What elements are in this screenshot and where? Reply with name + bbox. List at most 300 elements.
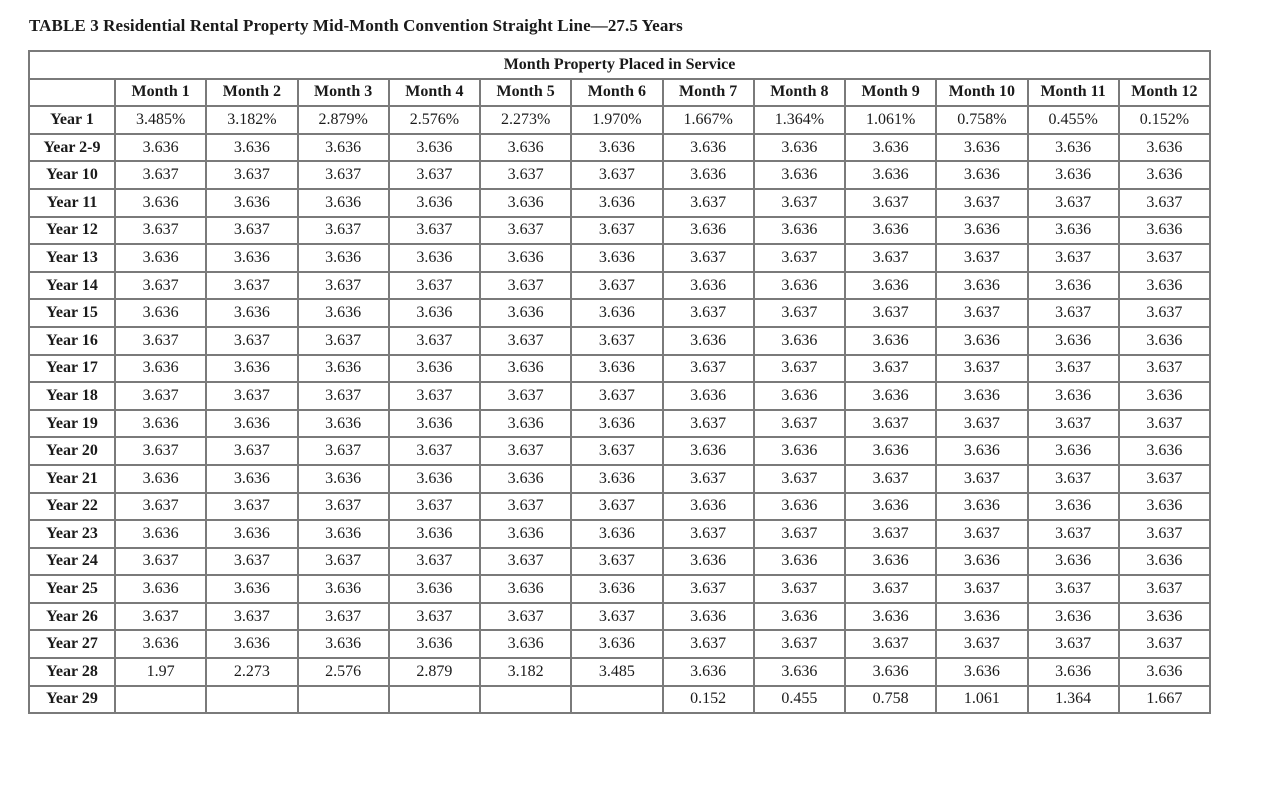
table-cell: 3.637 bbox=[572, 604, 663, 632]
table-cell: 3.637 bbox=[572, 218, 663, 246]
table-cell: 3.637 bbox=[664, 521, 755, 549]
table-cell: 1.061% bbox=[846, 107, 937, 135]
column-header: Month 2 bbox=[207, 80, 298, 108]
table-cell: 3.636 bbox=[1120, 659, 1211, 687]
table-cell: 3.636 bbox=[846, 494, 937, 522]
table-cell: 3.636 bbox=[755, 218, 846, 246]
table-cell: 3.637 bbox=[116, 218, 207, 246]
table-cell: 3.636 bbox=[207, 631, 298, 659]
table-cell: 3.636 bbox=[481, 631, 572, 659]
table-title: TABLE 3 Residential Rental Property Mid-Month Convention Straight Line—27.5 Years bbox=[29, 16, 683, 35]
table-cell: 3.636 bbox=[1120, 162, 1211, 190]
table-cell: 3.636 bbox=[1120, 218, 1211, 246]
table-cell: 3.637 bbox=[572, 162, 663, 190]
table-row bbox=[30, 687, 1211, 715]
table-cell: 3.637 bbox=[481, 604, 572, 632]
table-cell: 3.636 bbox=[846, 218, 937, 246]
table-cell: 3.636 bbox=[390, 576, 481, 604]
table-cell: 3.637 bbox=[846, 411, 937, 439]
table-cell: 3.637 bbox=[755, 631, 846, 659]
table-row bbox=[30, 549, 1211, 577]
table-cell: 3.637 bbox=[116, 273, 207, 301]
table-cell: 3.636 bbox=[299, 576, 390, 604]
table-cell: 3.637 bbox=[937, 356, 1028, 384]
table-cell: 1.97 bbox=[116, 659, 207, 687]
table-cell: 3.637 bbox=[664, 576, 755, 604]
table-cell: 3.637 bbox=[572, 328, 663, 356]
table-cell: 3.637 bbox=[1120, 521, 1211, 549]
table-cell: 3.637 bbox=[481, 438, 572, 466]
table-cell: 3.637 bbox=[116, 604, 207, 632]
table-cell: 3.637 bbox=[299, 604, 390, 632]
table-row bbox=[30, 300, 1211, 328]
table-cell: 3.636 bbox=[755, 162, 846, 190]
month-header-row bbox=[30, 80, 1211, 108]
column-header: Month 9 bbox=[846, 80, 937, 108]
table-cell: 3.637 bbox=[116, 328, 207, 356]
table-cell: 3.485% bbox=[116, 107, 207, 135]
table-cell: 3.637 bbox=[116, 383, 207, 411]
column-header: Month 1 bbox=[116, 80, 207, 108]
table-cell: 3.636 bbox=[481, 466, 572, 494]
table-cell: 3.636 bbox=[937, 604, 1028, 632]
table-cell: 3.636 bbox=[1029, 135, 1120, 163]
table-cell: 3.636 bbox=[481, 521, 572, 549]
table-cell: 3.636 bbox=[572, 411, 663, 439]
group-header-row bbox=[30, 52, 1211, 80]
table-cell: 3.636 bbox=[299, 356, 390, 384]
column-header: Month 6 bbox=[572, 80, 663, 108]
table-cell: 3.637 bbox=[1029, 300, 1120, 328]
table-cell: 3.636 bbox=[572, 300, 663, 328]
table-cell: 3.637 bbox=[207, 162, 298, 190]
row-label: Year 27 bbox=[30, 631, 116, 659]
table-cell: 3.636 bbox=[755, 604, 846, 632]
table-cell: 1.667% bbox=[664, 107, 755, 135]
table-cell: 1.667 bbox=[1120, 687, 1211, 715]
table-cell: 3.637 bbox=[390, 383, 481, 411]
table-cell: 3.637 bbox=[1120, 190, 1211, 218]
table-row bbox=[30, 190, 1211, 218]
table-cell: 3.636 bbox=[390, 300, 481, 328]
table-row bbox=[30, 135, 1211, 163]
table-cell: 3.636 bbox=[481, 245, 572, 273]
table-cell: 3.637 bbox=[299, 273, 390, 301]
row-label: Year 20 bbox=[30, 438, 116, 466]
table-cell: 3.636 bbox=[755, 328, 846, 356]
row-label: Year 28 bbox=[30, 659, 116, 687]
row-label: Year 22 bbox=[30, 494, 116, 522]
table-cell: 3.636 bbox=[664, 438, 755, 466]
table-cell: 2.576% bbox=[390, 107, 481, 135]
table-row bbox=[30, 466, 1211, 494]
table-cell bbox=[299, 687, 390, 715]
table-cell: 3.637 bbox=[299, 218, 390, 246]
table-cell: 3.636 bbox=[1029, 383, 1120, 411]
table-cell: 3.636 bbox=[1029, 162, 1120, 190]
group-header: Month Property Placed in Service bbox=[30, 52, 1211, 80]
table-cell bbox=[481, 687, 572, 715]
table-cell: 3.636 bbox=[755, 135, 846, 163]
table-cell: 3.637 bbox=[390, 549, 481, 577]
table-row bbox=[30, 107, 1211, 135]
table-cell: 3.637 bbox=[1120, 466, 1211, 494]
table-cell: 3.636 bbox=[390, 466, 481, 494]
table-cell: 3.637 bbox=[390, 438, 481, 466]
table-cell: 3.637 bbox=[390, 328, 481, 356]
table-cell: 3.636 bbox=[937, 383, 1028, 411]
table-cell: 3.636 bbox=[1029, 328, 1120, 356]
table-cell: 3.636 bbox=[1029, 273, 1120, 301]
column-header: Month 12 bbox=[1120, 80, 1211, 108]
table-cell: 3.485 bbox=[572, 659, 663, 687]
row-label: Year 29 bbox=[30, 687, 116, 715]
table-row bbox=[30, 411, 1211, 439]
table-cell: 3.637 bbox=[664, 466, 755, 494]
table-cell: 3.637 bbox=[755, 411, 846, 439]
table-cell: 3.637 bbox=[1029, 190, 1120, 218]
table-row bbox=[30, 494, 1211, 522]
table-cell: 3.636 bbox=[664, 383, 755, 411]
table-cell: 3.636 bbox=[207, 411, 298, 439]
table-cell: 3.637 bbox=[390, 273, 481, 301]
table-row bbox=[30, 356, 1211, 384]
row-label: Year 10 bbox=[30, 162, 116, 190]
table-cell: 3.637 bbox=[1120, 411, 1211, 439]
table-cell: 3.637 bbox=[846, 356, 937, 384]
table-cell: 3.636 bbox=[481, 300, 572, 328]
table-cell: 3.636 bbox=[937, 659, 1028, 687]
column-header: Month 8 bbox=[755, 80, 846, 108]
table-cell: 3.637 bbox=[481, 273, 572, 301]
table-row bbox=[30, 604, 1211, 632]
table-cell: 3.636 bbox=[207, 245, 298, 273]
table-cell: 1.364 bbox=[1029, 687, 1120, 715]
table-cell: 3.636 bbox=[664, 135, 755, 163]
table-cell: 3.637 bbox=[116, 494, 207, 522]
table-cell: 3.637 bbox=[1120, 356, 1211, 384]
table-cell: 3.637 bbox=[846, 576, 937, 604]
table-row bbox=[30, 659, 1211, 687]
table-cell: 2.576 bbox=[299, 659, 390, 687]
row-label: Year 19 bbox=[30, 411, 116, 439]
table-cell: 3.637 bbox=[572, 273, 663, 301]
table-cell: 1.061 bbox=[937, 687, 1028, 715]
table-cell: 3.637 bbox=[207, 218, 298, 246]
table-cell: 3.637 bbox=[390, 494, 481, 522]
table-cell: 3.637 bbox=[664, 245, 755, 273]
table-cell: 3.636 bbox=[1120, 494, 1211, 522]
column-header: Month 5 bbox=[481, 80, 572, 108]
table-cell: 3.637 bbox=[207, 328, 298, 356]
table-cell: 3.637 bbox=[207, 494, 298, 522]
table-cell: 3.636 bbox=[1120, 383, 1211, 411]
table-cell: 3.636 bbox=[390, 356, 481, 384]
table-cell bbox=[572, 687, 663, 715]
table-cell: 3.636 bbox=[207, 521, 298, 549]
table-cell: 3.636 bbox=[572, 466, 663, 494]
table-cell bbox=[116, 687, 207, 715]
table-cell: 3.636 bbox=[1029, 604, 1120, 632]
table-cell: 3.636 bbox=[664, 218, 755, 246]
table-cell: 3.637 bbox=[755, 245, 846, 273]
table-body bbox=[30, 107, 1211, 714]
table-cell: 3.637 bbox=[937, 300, 1028, 328]
table-cell: 3.636 bbox=[116, 356, 207, 384]
table-row bbox=[30, 521, 1211, 549]
table-cell: 3.637 bbox=[755, 576, 846, 604]
table-cell: 3.636 bbox=[846, 604, 937, 632]
table-cell: 3.637 bbox=[207, 383, 298, 411]
table-cell: 0.152 bbox=[664, 687, 755, 715]
table-cell: 3.636 bbox=[846, 328, 937, 356]
table-cell: 3.637 bbox=[572, 549, 663, 577]
table-cell: 3.637 bbox=[572, 494, 663, 522]
table-cell: 3.637 bbox=[299, 328, 390, 356]
table-cell: 3.637 bbox=[937, 521, 1028, 549]
table-head bbox=[30, 52, 1211, 107]
table-cell: 3.636 bbox=[846, 135, 937, 163]
table-cell: 3.637 bbox=[116, 162, 207, 190]
table-cell: 3.637 bbox=[390, 604, 481, 632]
table-cell: 3.636 bbox=[390, 190, 481, 218]
table-cell: 3.637 bbox=[937, 631, 1028, 659]
table-cell: 3.637 bbox=[937, 576, 1028, 604]
table-cell bbox=[390, 687, 481, 715]
table-cell: 3.636 bbox=[937, 494, 1028, 522]
table-row bbox=[30, 328, 1211, 356]
table-cell: 3.637 bbox=[390, 218, 481, 246]
table-cell: 3.636 bbox=[390, 521, 481, 549]
table-cell: 3.637 bbox=[846, 190, 937, 218]
table-cell: 3.637 bbox=[1029, 245, 1120, 273]
table-cell: 3.637 bbox=[937, 245, 1028, 273]
table-row bbox=[30, 438, 1211, 466]
table-cell: 3.636 bbox=[1029, 659, 1120, 687]
row-label: Year 24 bbox=[30, 549, 116, 577]
table-cell: 3.636 bbox=[481, 135, 572, 163]
table-cell: 3.637 bbox=[299, 162, 390, 190]
table-cell: 3.636 bbox=[755, 494, 846, 522]
table-cell: 3.636 bbox=[846, 162, 937, 190]
table-cell: 3.637 bbox=[664, 411, 755, 439]
table-cell: 3.636 bbox=[664, 604, 755, 632]
table-cell: 2.273 bbox=[207, 659, 298, 687]
table-cell: 3.636 bbox=[572, 356, 663, 384]
table-cell: 0.152% bbox=[1120, 107, 1211, 135]
table-cell: 3.636 bbox=[846, 383, 937, 411]
table-cell: 3.636 bbox=[755, 659, 846, 687]
table-cell: 3.637 bbox=[1120, 300, 1211, 328]
table-cell: 3.637 bbox=[1029, 356, 1120, 384]
table-cell: 0.455 bbox=[755, 687, 846, 715]
table-cell: 3.637 bbox=[755, 521, 846, 549]
table-cell: 3.636 bbox=[937, 218, 1028, 246]
table-cell: 3.182% bbox=[207, 107, 298, 135]
table-cell: 3.637 bbox=[299, 549, 390, 577]
table-cell: 3.636 bbox=[937, 135, 1028, 163]
table-cell: 3.637 bbox=[1029, 576, 1120, 604]
table-cell: 3.636 bbox=[1029, 549, 1120, 577]
table-cell: 3.637 bbox=[299, 438, 390, 466]
table-cell: 3.637 bbox=[207, 604, 298, 632]
table-cell: 3.637 bbox=[846, 300, 937, 328]
table-cell: 3.636 bbox=[937, 328, 1028, 356]
table-cell: 3.637 bbox=[846, 631, 937, 659]
table-cell: 3.636 bbox=[755, 549, 846, 577]
table-cell: 3.637 bbox=[755, 356, 846, 384]
column-header: Month 3 bbox=[299, 80, 390, 108]
table-cell: 3.637 bbox=[1029, 466, 1120, 494]
table-cell: 3.636 bbox=[299, 466, 390, 494]
corner-cell bbox=[30, 80, 116, 108]
table-cell: 3.637 bbox=[937, 466, 1028, 494]
table-cell: 3.636 bbox=[481, 190, 572, 218]
row-label: Year 21 bbox=[30, 466, 116, 494]
table-cell: 3.636 bbox=[1120, 438, 1211, 466]
table-cell: 3.636 bbox=[116, 190, 207, 218]
table-cell: 3.636 bbox=[116, 631, 207, 659]
table-cell: 3.636 bbox=[572, 631, 663, 659]
table-cell: 3.636 bbox=[937, 162, 1028, 190]
table-cell: 3.636 bbox=[664, 273, 755, 301]
table-cell: 3.636 bbox=[390, 631, 481, 659]
row-label: Year 25 bbox=[30, 576, 116, 604]
table-cell: 2.879 bbox=[390, 659, 481, 687]
row-label: Year 15 bbox=[30, 300, 116, 328]
table-row bbox=[30, 218, 1211, 246]
row-label: Year 13 bbox=[30, 245, 116, 273]
table-cell bbox=[207, 687, 298, 715]
table-cell: 3.636 bbox=[664, 659, 755, 687]
table-cell: 3.636 bbox=[937, 273, 1028, 301]
table-cell: 3.636 bbox=[299, 245, 390, 273]
table-row bbox=[30, 245, 1211, 273]
table-cell: 3.637 bbox=[664, 631, 755, 659]
table-cell: 3.636 bbox=[846, 549, 937, 577]
table-cell: 3.636 bbox=[664, 328, 755, 356]
table-cell: 3.636 bbox=[116, 135, 207, 163]
table-cell: 3.636 bbox=[572, 576, 663, 604]
table-cell: 3.636 bbox=[207, 135, 298, 163]
table-cell: 3.636 bbox=[116, 300, 207, 328]
table-cell: 3.636 bbox=[481, 411, 572, 439]
table-cell: 3.637 bbox=[390, 162, 481, 190]
table-row bbox=[30, 631, 1211, 659]
table-cell: 3.637 bbox=[481, 218, 572, 246]
row-label: Year 23 bbox=[30, 521, 116, 549]
column-header: Month 11 bbox=[1029, 80, 1120, 108]
table-cell: 3.636 bbox=[664, 162, 755, 190]
table-cell: 3.637 bbox=[1120, 631, 1211, 659]
table-cell: 3.636 bbox=[299, 631, 390, 659]
table-cell: 3.637 bbox=[299, 494, 390, 522]
table-cell: 3.637 bbox=[481, 383, 572, 411]
table-cell: 2.879% bbox=[299, 107, 390, 135]
table-cell: 3.636 bbox=[390, 245, 481, 273]
row-label: Year 1 bbox=[30, 107, 116, 135]
column-header: Month 7 bbox=[664, 80, 755, 108]
table-cell: 3.637 bbox=[572, 383, 663, 411]
table-cell: 3.636 bbox=[207, 576, 298, 604]
table-cell: 3.637 bbox=[116, 438, 207, 466]
row-label: Year 2-9 bbox=[30, 135, 116, 163]
table-cell: 3.636 bbox=[116, 521, 207, 549]
column-header: Month 4 bbox=[390, 80, 481, 108]
table-cell: 1.970% bbox=[572, 107, 663, 135]
table-cell: 3.636 bbox=[1120, 549, 1211, 577]
table-cell: 3.637 bbox=[1029, 521, 1120, 549]
row-label: Year 18 bbox=[30, 383, 116, 411]
table-cell: 3.636 bbox=[299, 190, 390, 218]
table-cell: 3.637 bbox=[664, 190, 755, 218]
table-cell: 3.637 bbox=[755, 190, 846, 218]
row-label: Year 16 bbox=[30, 328, 116, 356]
table-cell: 3.637 bbox=[755, 466, 846, 494]
table-cell: 3.637 bbox=[1029, 631, 1120, 659]
table-cell: 3.637 bbox=[207, 549, 298, 577]
row-label: Year 26 bbox=[30, 604, 116, 632]
table-cell: 3.637 bbox=[937, 190, 1028, 218]
table-cell: 3.637 bbox=[299, 383, 390, 411]
row-label: Year 12 bbox=[30, 218, 116, 246]
table-cell: 3.637 bbox=[481, 328, 572, 356]
table-cell: 3.637 bbox=[664, 300, 755, 328]
table-cell: 3.637 bbox=[481, 162, 572, 190]
depreciation-table bbox=[28, 50, 1211, 714]
table-row bbox=[30, 383, 1211, 411]
table-cell: 3.637 bbox=[481, 494, 572, 522]
table-cell: 3.637 bbox=[481, 549, 572, 577]
row-label: Year 11 bbox=[30, 190, 116, 218]
table-cell: 3.636 bbox=[1120, 604, 1211, 632]
table-cell: 3.636 bbox=[207, 356, 298, 384]
table-cell: 3.636 bbox=[481, 356, 572, 384]
table-cell: 3.636 bbox=[299, 300, 390, 328]
table-cell: 3.636 bbox=[572, 245, 663, 273]
table-cell: 3.637 bbox=[664, 356, 755, 384]
table-cell: 3.637 bbox=[755, 300, 846, 328]
table-cell: 3.636 bbox=[1029, 494, 1120, 522]
table-cell: 0.758% bbox=[937, 107, 1028, 135]
table-cell: 3.636 bbox=[846, 659, 937, 687]
table-cell: 3.637 bbox=[846, 466, 937, 494]
table-cell: 3.182 bbox=[481, 659, 572, 687]
table-cell: 3.636 bbox=[116, 245, 207, 273]
table-cell: 3.637 bbox=[1120, 576, 1211, 604]
table-cell: 3.636 bbox=[390, 411, 481, 439]
table-cell: 3.636 bbox=[664, 549, 755, 577]
table-cell: 3.636 bbox=[755, 273, 846, 301]
table-cell: 3.637 bbox=[846, 245, 937, 273]
table-cell: 3.636 bbox=[1120, 135, 1211, 163]
table-cell: 3.637 bbox=[846, 521, 937, 549]
table-cell: 3.636 bbox=[207, 466, 298, 494]
table-cell: 3.636 bbox=[572, 135, 663, 163]
table-cell: 1.364% bbox=[755, 107, 846, 135]
table-row bbox=[30, 576, 1211, 604]
table-cell: 2.273% bbox=[481, 107, 572, 135]
table-cell: 3.637 bbox=[207, 273, 298, 301]
table-cell: 3.636 bbox=[1029, 218, 1120, 246]
table-cell: 3.636 bbox=[116, 466, 207, 494]
table-cell: 3.636 bbox=[1120, 328, 1211, 356]
table-cell: 3.636 bbox=[846, 273, 937, 301]
table-cell: 3.636 bbox=[937, 549, 1028, 577]
table-cell: 3.636 bbox=[116, 411, 207, 439]
table-cell: 3.636 bbox=[755, 383, 846, 411]
table-cell: 3.636 bbox=[207, 300, 298, 328]
